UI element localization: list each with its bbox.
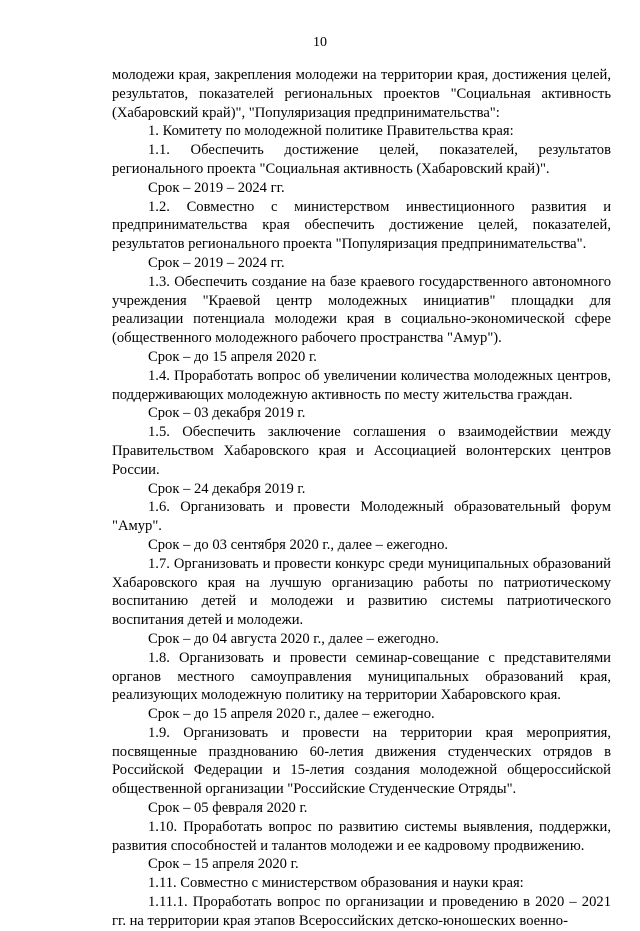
paragraph: Срок – до 15 апреля 2020 г. [148,348,317,365]
paragraph: 1.2. Совместно с министерством инвестиционного развития и предпринимательства края обеспечить достижение целей, показателей, результатов регионального проекта "Популяризация предпринимательства". [112,198,611,253]
paragraph: 1.5. Обеспечить заключение соглашения о взаимодействии между Правительством Хабаровского края и Ассоциацией волонтерских центров России. [112,424,611,478]
paragraph: 1.1. Обеспечить достижение целей, показателей, результатов регионального проекта "Социальная активность (Хабаровский край)". [112,142,611,177]
paragraph: Срок – до 15 апреля 2020 г., далее – ежегодно. [148,706,435,723]
paragraph: 1.6. Организовать и провести Молодежный образовательный форум "Амур". [112,499,611,535]
paragraph: 1.4. Проработать вопрос об увеличении количества молодежных центров, поддерживающих молодежную активность по месту жительства граждан. [112,367,611,403]
paragraph: 1.11.1. Проработать вопрос по организации и проведению в 2020 – 2021 гг. на территории края этапов Всероссийских детско-юношеских военно- [112,894,611,929]
paragraph: молодежи края, закрепления молодежи на территории края, достижения целей, результатов, показателей региональных проектов "Социальная активность (Хабаровский край)", "Популяризация предпринимательства": [112,67,611,121]
paragraph: Срок – до 04 августа 2020 г., далее – ежегодно. [148,630,439,647]
paragraph: 1.7. Организовать и провести конкурс среди муниципальных образований Хабаровского края на лучшую организацию работы по патриотическому воспитанию детей и молодежи и развитию системы патриотического воспитания детей и молодежи. [112,555,611,629]
paragraph: Срок – 03 декабря 2019 г. [148,405,306,422]
paragraph: Срок – 2019 – 2024 гг. [148,179,285,196]
paragraph: 1.3. Обеспечить создание на базе краевого государственного автономного учреждения "Краевой центр молодежных инициатив" площадки для реализации потенциала молодежи края в социально-экономической сфере (общественного молодежного рабочего пространства "Амур"). [112,273,611,347]
document-body [112,66,611,931]
paragraph: Срок – 05 февраля 2020 г. [148,800,308,817]
page-number: 10 [313,35,327,50]
paragraph: 1.11. Совместно с министерством образования и науки края: [148,875,524,892]
paragraph: 1.9. Организовать и провести на территории края мероприятия, посвященные празднованию 60-летия движения студенческих отрядов в Российской Федерации и 15-летия создания молодежной общероссийской общественной организации "Российские Студенческие Отряды". [112,724,611,798]
paragraph: Срок – до 03 сентября 2020 г., далее – ежегодно. [148,536,449,553]
paragraph: 1.8. Организовать и провести семинар-совещание с представителями органов местного самоуправления муниципальных образований края, реализующих молодежную политику на территории Хабаровского края. [112,649,611,704]
paragraph: Срок – 15 апреля 2020 г. [148,856,299,873]
paragraph: Срок – 2019 – 2024 гг. [148,254,285,271]
paragraph: 1.10. Проработать вопрос по развитию системы выявления, поддержки, развития способностей и талантов молодежи и ее кадровому продвижению. [112,818,611,854]
paragraph: Срок – 24 декабря 2019 г. [148,480,306,497]
paragraph: 1. Комитету по молодежной политике Правительства края: [148,123,514,140]
